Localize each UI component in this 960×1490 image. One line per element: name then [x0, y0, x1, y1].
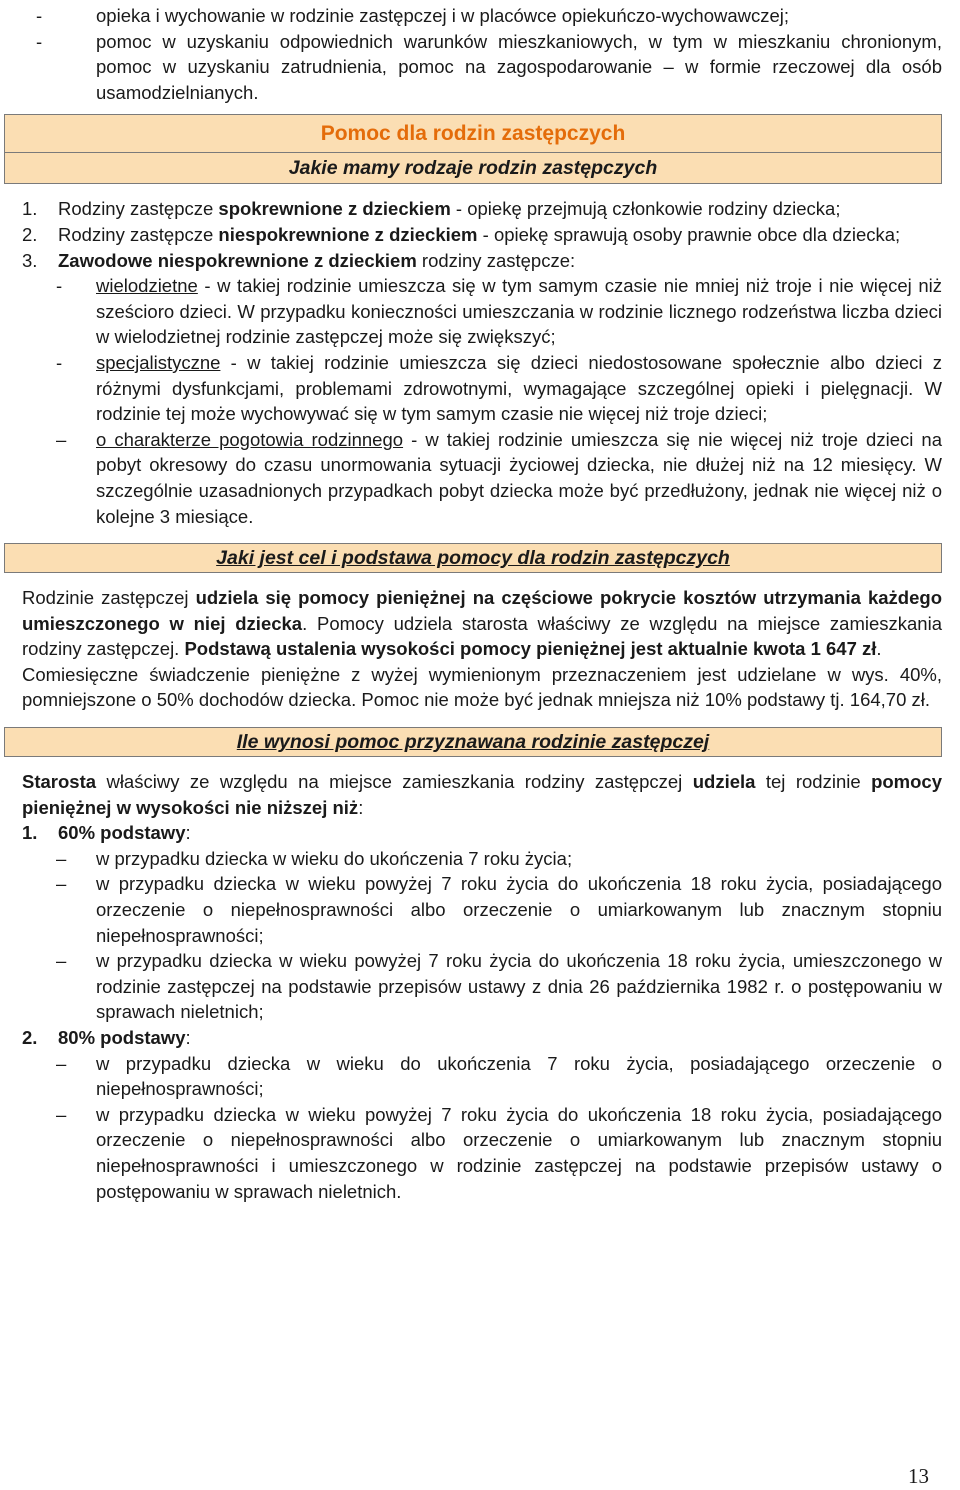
paragraph	[22, 769, 942, 820]
item-label: 60% podstawy	[58, 822, 186, 844]
item-number: 1.	[22, 822, 38, 844]
bullet-text: pomoc w uzyskaniu odpowiednich warunków mieszkaniowych, w tym w mieszkaniu chronionym, pomoc w uzyskaniu zatrudnienia, pomoc na zagospodarowanie – w formie rzeczowej dla osób usamodzielnianych.	[96, 30, 942, 103]
sub-item-term: wielodzietne	[96, 275, 198, 297]
text-bold: udziela się pomocy pieniężnej na częściowe pokrycie kosztów utrzymania każdego umieszczonego w niej dziecka	[22, 587, 942, 634]
text-plain: :	[358, 796, 364, 818]
item-text-rest: rodziny zastępcze:	[416, 249, 576, 271]
bullet-item	[22, 3, 942, 29]
text-plain: .	[876, 638, 882, 660]
item-number: 1.	[22, 198, 38, 220]
paragraph: Comiesięczne świadczenie pieniężne z wyżej wymienionym przeznaczeniem jest udzielane w wys. 40%, pomniejszone o 50% dochodów dziecka. Pomoc nie może być jednak mniejsza niż 10% podstawy tj. 164,70 zł.	[22, 663, 942, 711]
item-text-rest: - opiekę sprawują osoby prawnie obce dla dziecka;	[477, 223, 901, 245]
sub-item	[22, 871, 942, 948]
bullet-text: opieka i wychowanie w rodzinie zastępczej i w placówce opiekuńczo-wychowawczej;	[96, 5, 790, 26]
text-bold: Starosta	[22, 771, 97, 793]
dash-marker: -	[36, 5, 43, 26]
page-number: 13	[908, 1464, 929, 1488]
sub-item	[22, 948, 942, 1025]
item-text-bold: Zawodowe niespokrewnione z dzieckiem	[58, 249, 417, 271]
section-header-box: Ile wynosi pomoc przyznawana rodzinie zastępczej	[4, 727, 942, 757]
numbered-item	[22, 820, 942, 846]
item-label: 80% podstawy	[58, 1027, 186, 1048]
sub-item	[22, 273, 942, 350]
paragraph	[22, 585, 942, 662]
sub-item-text: - w takiej rodzinie umieszcza się nie więcej niż troje dzieci na pobyt okresowy do czasu unormowania sytuacji życiowej dziecka, nie dłużej niż na 12 miesięcy. W szczególnie uzasadnionych przypadkach pobyt dziecka może być przedłużony, jednak nie więcej niż o kolejne 3 miesiące.	[96, 428, 943, 527]
bullet-item	[22, 29, 942, 106]
numbered-item	[22, 1025, 942, 1051]
dash-marker: –	[56, 847, 67, 869]
dash-marker: –	[56, 428, 67, 450]
item-number: 3.	[22, 249, 38, 271]
item-number: 2.	[22, 223, 38, 245]
text-bold: pomocy pieniężnej w wysokości nie niższej niż	[22, 771, 942, 818]
numbered-item	[22, 248, 942, 274]
sub-item-term: specjalistyczne	[96, 351, 221, 373]
item-text-bold: niespokrewnione z dzieckiem	[218, 223, 478, 245]
sub-item	[22, 846, 942, 872]
text-plain: tej rodzinie	[755, 771, 872, 793]
section-subtitle: Jakie mamy rodzaje rodzin zastępczych	[5, 152, 941, 183]
dash-marker: –	[56, 1052, 67, 1074]
dash-marker: -	[36, 30, 43, 52]
section-title: Pomoc dla rodzin zastępczych	[320, 122, 626, 146]
sub-item-text: w przypadku dziecka w wieku powyżej 7 roku życia do ukończenia 18 roku życia, posiadającego orzeczenie o niepełnosprawności albo orzeczenie o umiarkowanym lub znacznym stopniu niepełnosprawności;	[96, 873, 942, 946]
dash-marker: –	[56, 1103, 67, 1125]
sub-item-text: w przypadku dziecka w wieku do ukończenia 7 roku życia;	[96, 847, 573, 869]
document-page	[22, 3, 942, 1204]
item-colon: :	[185, 1027, 191, 1048]
numbered-item	[22, 222, 942, 248]
text-bold: udziela	[692, 771, 756, 793]
sub-item-text: w przypadku dziecka w wieku powyżej 7 roku życia do ukończenia 18 roku życia, posiadającego orzeczenie o niepełnosprawności albo orzeczenie o umiarkowanym lub znacznym stopniu niepełnosprawności i umieszczonego w rodzinie zastępczej na podstawie przepisów ustawy o postępowaniu w sprawach nieletnich.	[96, 1103, 942, 1202]
numbered-item	[22, 196, 942, 222]
dash-marker: -	[56, 275, 63, 297]
sub-item	[22, 1051, 942, 1102]
sub-item-text: w przypadku dziecka w wieku do ukończenia 7 roku życia, posiadającego orzeczenie o niepełnosprawności;	[96, 1052, 942, 1100]
text-plain: Rodzinie zastępczej	[22, 587, 196, 609]
sub-item	[22, 427, 942, 529]
text-bold: Podstawą ustalenia wysokości pomocy pieniężnej jest aktualnie kwota 1 647 zł	[184, 638, 877, 660]
text-plain: właściwy ze względu na miejsce zamieszkania rodziny zastępczej	[96, 771, 693, 793]
item-text-bold: spokrewnione z dzieckiem	[218, 198, 451, 220]
sub-item-term: o charakterze pogotowia rodzinnego	[96, 428, 404, 450]
item-text-plain: Rodziny zastępcze	[58, 223, 219, 245]
item-colon: :	[185, 822, 191, 844]
sub-item-text: w przypadku dziecka w wieku powyżej 7 roku życia do ukończenia 18 roku życia, umieszczonego w rodzinie zastępczej na podstawie przepisów ustawy z dnia 26 października 1982 r. o postępowaniu w sprawach nieletnich;	[96, 950, 942, 1023]
item-text-rest: - opiekę przejmują członkowie rodziny dziecka;	[450, 198, 841, 220]
sub-item	[22, 1102, 942, 1204]
sub-item	[22, 350, 942, 427]
text-plain: . Pomocy udziela starosta właściwy ze względu na miejsce zamieszkania rodziny zastępczej.	[22, 612, 942, 660]
dash-marker: –	[56, 950, 67, 972]
dash-marker: –	[56, 873, 67, 895]
item-text-plain: Rodziny zastępcze	[58, 198, 219, 220]
item-number: 2.	[22, 1027, 38, 1048]
section-header-box	[4, 114, 942, 184]
dash-marker: -	[56, 351, 63, 373]
sub-item-text: - w takiej rodzinie umieszcza się w tym samym czasie nie mniej niż troje i nie więcej niż sześcioro dzieci. W przypadku konieczności umieszczania w rodzinie licznego rodzeństwa liczba dzieci w wielodzietnej rodzinie zastępczej może się zwiększyć;	[96, 275, 942, 348]
section-header-box: Jaki jest cel i podstawa pomocy dla rodzin zastępczych	[4, 543, 942, 573]
sub-item-text: - w takiej rodzinie umieszcza się dzieci niedostosowane społecznie albo dzieci z różnymi dysfunkcjami, problemami zdrowotnymi, wymagające szczególnej opieki i pielęgnacji. W rodzinie tej może wychowywać się w tym samym czasie nie więcej niż troje dzieci;	[96, 351, 942, 425]
